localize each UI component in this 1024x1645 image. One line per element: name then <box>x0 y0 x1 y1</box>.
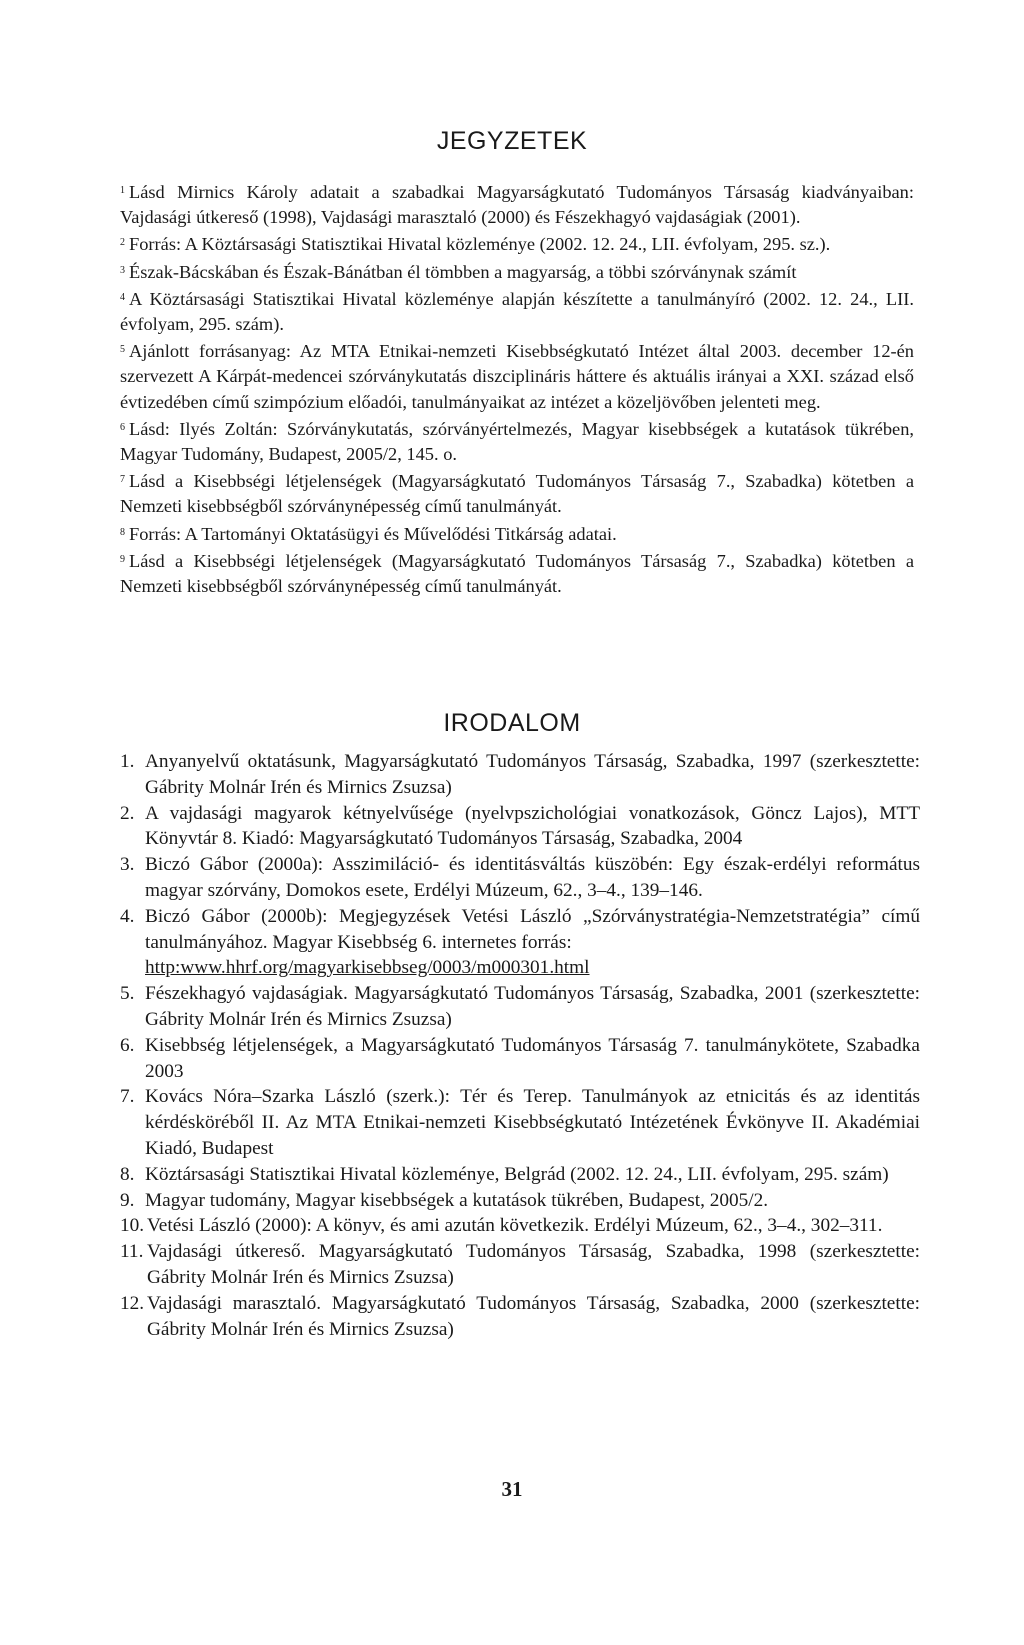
literature-number: 5. <box>120 983 135 1005</box>
literature-number: 7. <box>120 1086 135 1108</box>
literature-item <box>120 749 920 801</box>
literature-item <box>120 1213 920 1239</box>
note-marker: 8 <box>120 526 125 538</box>
literature-item <box>120 852 920 904</box>
notes-list <box>120 178 914 599</box>
page-number: 31 <box>501 1477 523 1501</box>
note-item <box>120 258 914 285</box>
note-text: Lásd a Kisebbségi létjelenségek (Magyarságkutató Tudományos Társaság 7., Szabadka) kötetben a Nemzeti kisebbségből szórványnépesség című tanulmányát. <box>120 471 914 517</box>
note-marker: 9 <box>120 553 125 565</box>
literature-text: Biczó Gábor (2000a): Asszimiláció- és identitásváltás küszöbén: Egy észak-erdélyi református magyar szórvány, Domokos esete, Erdélyi Múzeum, 62., 3–4., 139–146. <box>145 854 920 901</box>
note-text: Lásd Mirnics Károly adatait a szabadkai Magyarságkutató Tudományos Társaság kiadványaiban: Vajdasági útkereső (1998), Vajdasági marasztaló (2000) és Fészekhagyó vajdaságiak (2001). <box>120 182 914 228</box>
note-marker: 1 <box>120 185 125 196</box>
note-item <box>120 467 914 519</box>
note-item <box>120 285 914 337</box>
notes-heading: JEGYZETEK <box>436 127 588 155</box>
literature-text: Vajdasági marasztaló. Magyarságkutató Tudományos Társaság, Szabadka, 2000 (szerkesztette: Gábrity Molnár Irén és Mirnics Zsuzsa) <box>147 1292 920 1340</box>
literature-heading: IRODALOM <box>443 709 581 737</box>
literature-item <box>120 1084 920 1161</box>
note-item <box>120 230 914 257</box>
literature-number: 11. <box>120 1241 144 1263</box>
note-item <box>120 415 914 467</box>
note-marker: 4 <box>120 291 125 303</box>
note-item <box>120 547 914 599</box>
literature-item <box>120 1033 920 1085</box>
note-text: A Köztársasági Statisztikai Hivatal közleménye alapján készítette a tanulmányíró (2002. 12. 24., LII. évfolyam, 295. szám). <box>120 288 914 335</box>
literature-text: Vetési László (2000): A könyv, és ami azután következik. Erdélyi Múzeum, 62., 3–4., 302–311. <box>147 1215 883 1237</box>
literature-text: Köztársasági Statisztikai Hivatal közleménye, Belgrád (2002. 12. 24., LII. évfolyam, 295. szám) <box>145 1163 889 1185</box>
literature-text: Kisebbség létjelenségek, a Magyarságkutató Tudományos Társaság 7. tanulmánykötete, Szabadka 2003 <box>145 1034 920 1082</box>
literature-text: Vajdasági útkereső. Magyarságkutató Tudományos Társaság, Szabadka, 1998 (szerkesztette: Gábrity Molnár Irén és Mirnics Zsuzsa) <box>147 1241 920 1288</box>
literature-number: 4. <box>120 905 135 927</box>
literature-number: 8. <box>120 1163 135 1185</box>
literature-item <box>120 904 920 981</box>
literature-text: Biczó Gábor (2000b): Megjegyzések Vetési László „Szórványstratégia-Nemzetstratégia” című tanulmányához. Magyar Kisebbség 6. internetes forrás: <box>145 905 920 953</box>
literature-number: 2. <box>120 802 135 824</box>
literature-number: 3. <box>120 854 135 876</box>
note-item <box>120 178 914 230</box>
note-marker: 3 <box>120 264 125 276</box>
note-text: Lásd: Ilyés Zoltán: Szórványkutatás, szórványértelmezés, Magyar kisebbségek a kutatások tükrében, Magyar Tudomány, Budapest, 2005/2, 145. o. <box>120 418 914 465</box>
note-marker: 7 <box>120 474 125 486</box>
literature-text: Anyanyelvű oktatásunk, Magyarságkutató Tudományos Társaság, Szabadka, 1997 (szerkesztette: Gábrity Molnár Irén és Mirnics Zsuzsa) <box>145 751 920 798</box>
literature-link[interactable]: http:www.hhrf.org/magyarkisebbseg/0003/m000301.html <box>145 957 590 979</box>
note-text: Lásd a Kisebbségi létjelenségek (Magyarságkutató Tudományos Társaság 7., Szabadka) kötetben a Nemzeti kisebbségből szórványnépesség című tanulmányát. <box>120 550 914 597</box>
literature-text-block <box>140 904 920 981</box>
literature-item <box>120 1162 920 1188</box>
literature-item <box>120 801 920 853</box>
literature-item <box>120 981 920 1033</box>
note-text: Ajánlott forrásanyag: Az MTA Etnikai-nemzeti Kisebbségkutató Intézet által 2003. december 12-én szervezett A Kárpát-medencei szórványkutatás diszciplináris háttere és aktuális irányai a XXI. század első évtizedében című szimpózium előadói, tanulmányaikat az intézet a közeljövőben jelenteti meg. <box>120 341 914 412</box>
literature-item <box>120 1188 920 1214</box>
note-text: Észak-Bácskában és Észak-Bánátban él tömbben a magyarság, a többi szórványnak számít <box>129 261 797 282</box>
literature-text: Magyar tudomány, Magyar kisebbségek a kutatások tükrében, Budapest, 2005/2. <box>145 1189 769 1211</box>
literature-item <box>120 1239 920 1291</box>
note-item <box>120 520 914 547</box>
note-marker: 6 <box>120 421 125 433</box>
literature-number: 9. <box>120 1189 135 1211</box>
literature-text: Fészekhagyó vajdaságiak. Magyarságkutató Tudományos Társaság, Szabadka, 2001 (szerkesztette: Gábrity Molnár Irén és Mirnics Zsuzsa) <box>145 983 920 1030</box>
note-text: Forrás: A Tartományi Oktatásügyi és Művelődési Titkárság adatai. <box>129 523 617 544</box>
literature-text: Kovács Nóra–Szarka László (szerk.): Tér és Terep. Tanulmányok az etnicitás és az identitás kérdésköréből II. Az MTA Etnikai-nemzeti Kisebbségkutató Intézetének Évkönyve II. Akadémiai Kiadó, Budapest <box>145 1086 920 1159</box>
literature-list <box>120 749 920 1342</box>
literature-number: 1. <box>120 751 135 772</box>
literature-number: 10. <box>120 1215 145 1237</box>
literature-text: A vajdasági magyarok kétnyelvűsége (nyelvpszichológiai vonatkozások, Göncz Lajos), MTT Könyvtár 8. Kiadó: Magyarságkutató Tudományos Társaság, Szabadka, 2004 <box>145 802 920 850</box>
literature-number: 12. <box>120 1292 145 1314</box>
note-text: Forrás: A Köztársasági Statisztikai Hivatal közleménye (2002. 12. 24., LII. évfolyam, 295. sz.). <box>129 234 831 255</box>
literature-item <box>120 1291 920 1343</box>
note-marker: 2 <box>120 237 125 249</box>
note-item <box>120 337 914 415</box>
note-marker: 5 <box>120 344 125 356</box>
literature-number: 6. <box>120 1034 135 1056</box>
